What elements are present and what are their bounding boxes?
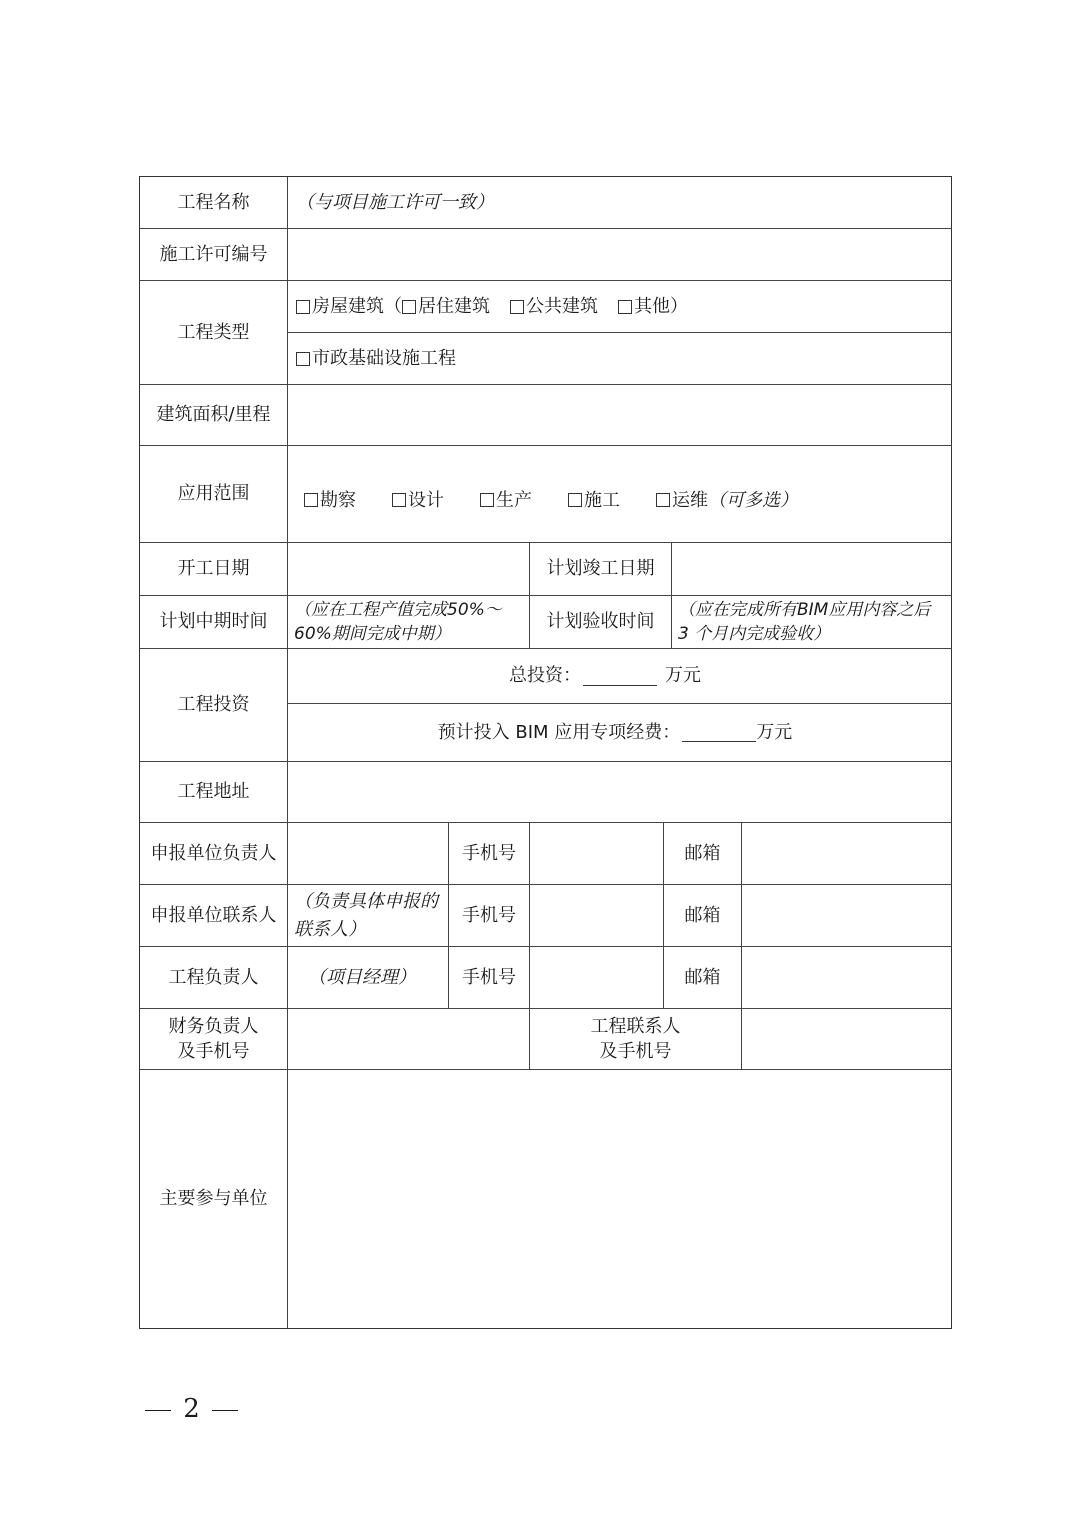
acceptance-label xyxy=(530,596,672,649)
planned-completion-label-text: 计划竣工日期 xyxy=(546,558,655,579)
start-date-label xyxy=(140,543,288,596)
project-contact-field[interactable] xyxy=(742,1009,952,1070)
project-manager-field[interactable] xyxy=(288,947,449,1009)
scope-operation[interactable] xyxy=(656,487,798,515)
construction-checkbox[interactable] xyxy=(568,493,582,507)
operation-label: 运维 xyxy=(672,490,708,511)
investment-label xyxy=(140,649,288,762)
public-label: 公共建筑 xyxy=(526,295,598,317)
finance-head-field[interactable] xyxy=(288,1009,530,1070)
applicant-contact-phone-label-text: 手机号 xyxy=(462,904,516,926)
bim-budget-row xyxy=(288,704,952,762)
project-manager-phone-field[interactable] xyxy=(530,947,664,1009)
project-type-building-row xyxy=(288,281,952,333)
project-manager-phone-label-text: 手机号 xyxy=(462,966,516,988)
project-manager-label xyxy=(140,947,288,1009)
applicant-head-phone-label-text: 手机号 xyxy=(462,842,516,864)
applicant-head-email-field[interactable] xyxy=(742,823,952,885)
permit-no-label xyxy=(140,229,288,281)
applicant-head-label-text: 申报单位负责人 xyxy=(150,842,277,864)
midterm-hint: （应在工程产值完成50%～60%期间完成中期） xyxy=(294,600,502,644)
municipal-checkbox[interactable] xyxy=(296,352,310,366)
project-name-label-text: 工程名称 xyxy=(177,191,250,213)
project-manager-hint: （项目经理） xyxy=(308,966,416,988)
scope-hint: （可多选） xyxy=(708,490,798,511)
project-contact-label-line1: 工程联系人 xyxy=(590,1016,681,1037)
applicant-contact-phone-field[interactable] xyxy=(530,885,664,947)
permit-no-label-text: 施工许可编号 xyxy=(159,243,268,265)
project-name-label xyxy=(140,177,288,229)
total-investment-unit: 万元 xyxy=(665,665,701,686)
participants-label-text: 主要参与单位 xyxy=(159,1188,268,1209)
applicant-contact-field[interactable] xyxy=(288,885,449,947)
page-number-dash-left xyxy=(145,1410,171,1411)
area-field[interactable] xyxy=(288,385,952,446)
area-label xyxy=(140,385,288,446)
area-label-text: 建筑面积/里程 xyxy=(156,404,271,425)
page-number xyxy=(145,1394,238,1424)
planned-completion-label xyxy=(530,543,672,596)
applicant-contact-phone-label xyxy=(449,885,530,947)
building-checkbox[interactable] xyxy=(296,300,310,314)
survey-checkbox[interactable] xyxy=(304,493,318,507)
applicant-contact-email-label-text: 邮箱 xyxy=(684,904,721,926)
design-checkbox[interactable] xyxy=(392,493,406,507)
address-label-text: 工程地址 xyxy=(177,781,250,802)
total-investment-input[interactable] xyxy=(583,667,657,686)
project-manager-email-label-text: 邮箱 xyxy=(684,966,721,988)
address-field[interactable] xyxy=(288,762,952,823)
finance-head-label xyxy=(140,1009,288,1070)
participants-label xyxy=(140,1070,288,1328)
project-contact-label-line2: 及手机号 xyxy=(599,1041,672,1062)
operation-checkbox[interactable] xyxy=(656,493,670,507)
finance-head-label-line1: 财务负责人 xyxy=(168,1016,259,1037)
applicant-contact-hint: （负责具体申报的联系人） xyxy=(294,891,438,940)
start-date-field[interactable] xyxy=(288,543,530,596)
project-manager-phone-label xyxy=(449,947,530,1009)
municipal-label: 市政基础设施工程 xyxy=(312,347,456,369)
project-manager-email-field[interactable] xyxy=(742,947,952,1009)
planned-completion-field[interactable] xyxy=(672,543,952,596)
project-type-label xyxy=(140,281,288,385)
survey-label: 勘察 xyxy=(320,490,356,511)
bim-budget-unit: 万元 xyxy=(756,721,793,743)
scope-survey[interactable] xyxy=(304,487,356,515)
residential-checkbox[interactable] xyxy=(402,300,416,314)
applicant-head-field[interactable] xyxy=(288,823,449,885)
bim-budget-input[interactable] xyxy=(682,723,756,742)
project-name-hint: （与项目施工许可一致） xyxy=(296,191,494,213)
midterm-field[interactable] xyxy=(288,596,530,649)
production-label: 生产 xyxy=(496,490,532,511)
construction-label: 施工 xyxy=(584,490,620,511)
other-checkbox[interactable] xyxy=(618,300,632,314)
page-number-text: 2 xyxy=(183,1394,200,1424)
building-label: 房屋建筑（ xyxy=(312,295,402,317)
scope-label-text: 应用范围 xyxy=(177,483,250,504)
participants-field[interactable] xyxy=(288,1070,952,1328)
residential-label: 居住建筑 xyxy=(418,295,490,317)
project-name-field[interactable] xyxy=(288,177,952,229)
project-manager-email-label xyxy=(664,947,742,1009)
acceptance-hint: （应在完成所有BIM应用内容之后 3 个月内完成验收） xyxy=(678,600,931,644)
acceptance-field[interactable] xyxy=(672,596,952,649)
acceptance-label-text: 计划验收时间 xyxy=(546,611,655,632)
other-label: 其他） xyxy=(634,295,688,317)
design-label: 设计 xyxy=(408,490,444,511)
applicant-contact-label xyxy=(140,885,288,947)
applicant-contact-email-field[interactable] xyxy=(742,885,952,947)
project-type-municipal-row xyxy=(288,333,952,385)
scope-construction[interactable] xyxy=(568,487,620,515)
scope-production[interactable] xyxy=(480,487,532,515)
applicant-head-email-label xyxy=(664,823,742,885)
permit-no-field[interactable] xyxy=(288,229,952,281)
start-date-label-text: 开工日期 xyxy=(177,558,250,579)
bim-budget-prefix: 预计投入 BIM 应用专项经费： xyxy=(437,721,681,743)
scope-design[interactable] xyxy=(392,487,444,515)
applicant-contact-label-text: 申报单位联系人 xyxy=(150,904,277,926)
project-type-label-text: 工程类型 xyxy=(177,321,250,343)
investment-label-text: 工程投资 xyxy=(177,694,250,715)
scope-options xyxy=(288,446,952,543)
applicant-head-phone-field[interactable] xyxy=(530,823,664,885)
applicant-head-phone-label xyxy=(449,823,530,885)
applicant-head-email-label-text: 邮箱 xyxy=(684,842,721,864)
page-number-dash-right xyxy=(212,1410,238,1411)
scope-label xyxy=(140,446,288,543)
production-checkbox[interactable] xyxy=(480,493,494,507)
project-manager-label-text: 工程负责人 xyxy=(168,966,259,988)
project-contact-label xyxy=(530,1009,742,1070)
applicant-contact-email-label xyxy=(664,885,742,947)
midterm-label xyxy=(140,596,288,649)
applicant-head-label xyxy=(140,823,288,885)
total-investment-row xyxy=(288,649,952,704)
address-label xyxy=(140,762,288,823)
finance-head-label-line2: 及手机号 xyxy=(177,1041,250,1062)
public-checkbox[interactable] xyxy=(510,300,524,314)
application-form xyxy=(139,176,952,1329)
total-investment-prefix: 总投资： xyxy=(509,665,581,686)
midterm-label-text: 计划中期时间 xyxy=(159,611,268,632)
